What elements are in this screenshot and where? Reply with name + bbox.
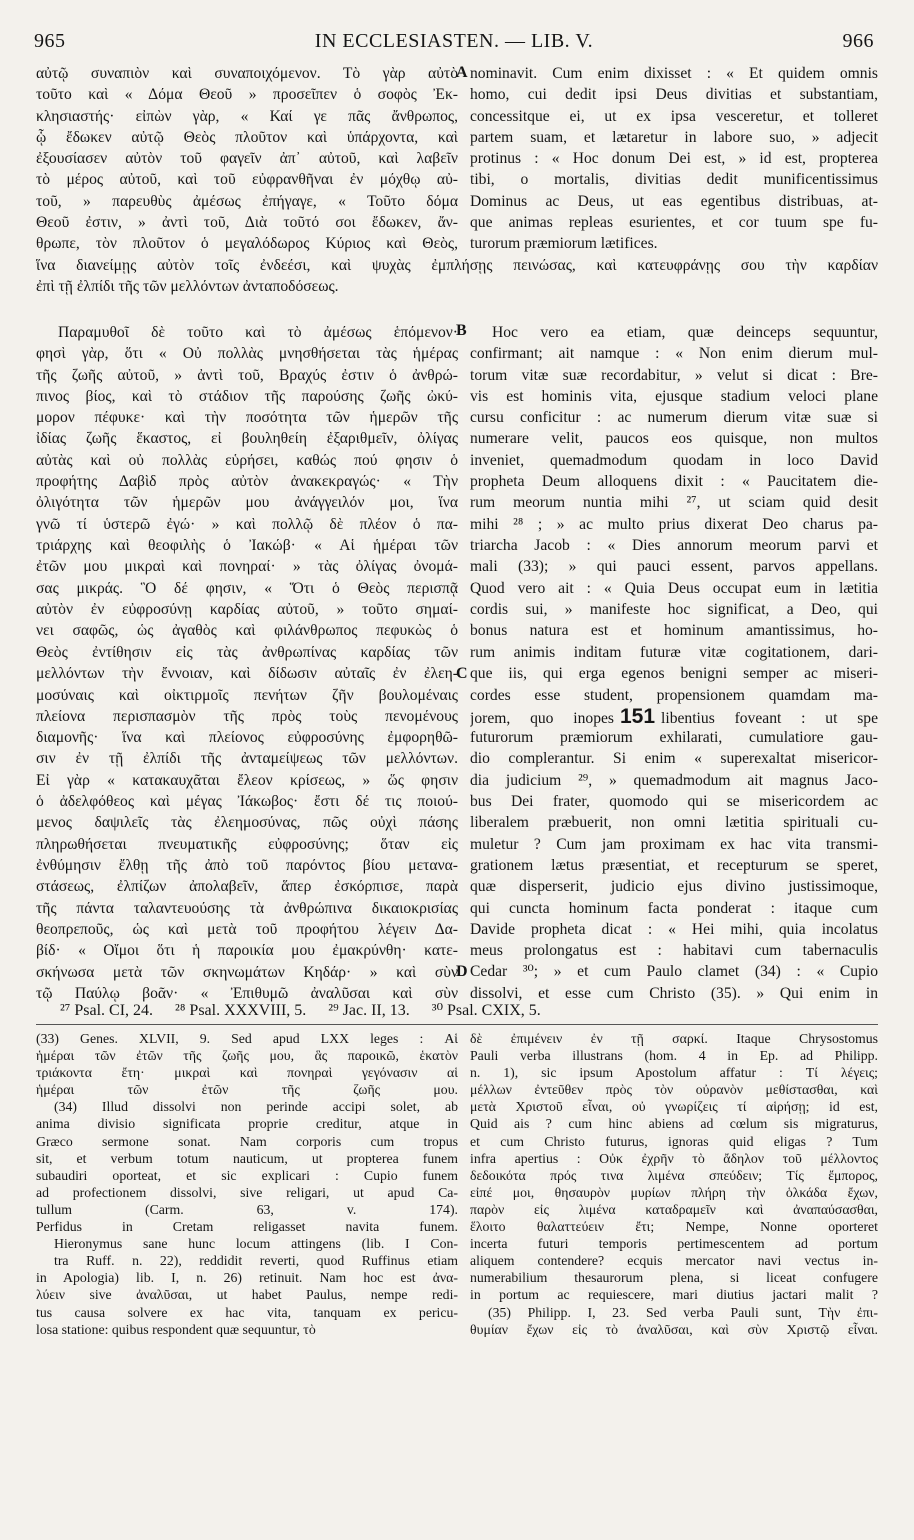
text-line: θρωπε, τὸν πλοῦτον ὁ μεγαλόδωρος Κύριος καὶ Θεὸς,	[36, 235, 458, 253]
greek-column-a	[36, 63, 458, 255]
text-line: γνῶ τί ὑστερῶ ἐγώ· » καὶ πολλῷ δὲ πλέον ὁ πα-	[36, 515, 458, 533]
text-line: τῆς ζωῆς αὐτοῦ, » ἀντὶ τοῦ, Βραχύς ἐστιν ὁ ἀνθρώ-	[36, 366, 458, 384]
text-line: propheta Deum alloquens dixit : « Paucitatem die-	[470, 473, 878, 491]
page-header	[34, 30, 874, 58]
scripture-reference: ³⁰ Psal. CXIX, 5.	[431, 1002, 541, 1019]
text-line: vis est hominis vita, ejusque stadium veloci plane	[470, 387, 878, 405]
text-line: incerta futuri temporis pertimescentem ad portum	[470, 1236, 878, 1252]
page-number-left: 965	[34, 30, 66, 52]
text-line: ἐξουσίασεν αὐτὸν τοῦ φαγεῖν ἀπ᾿ αὐτοῦ, καὶ λαβεῖν	[36, 150, 458, 168]
text-line: Θεοῦ ἐστιν, » ἀντὶ τοῦ, Διὰ τοῦτό σοι ἔδωκεν, ἄν-	[36, 214, 458, 232]
text-line: σκήνωσα μετὰ τῶν σκηνωμάτων Κηδάρ· » καὶ σὺν	[36, 964, 458, 981]
text-line: τοῦτο καὶ « Δόμα Θεοῦ » προσεῖπεν ὁ σοφὸς Ἐκ-	[36, 86, 458, 104]
text-line: αὐτὸν ἐν εὐφροσύνῃ καρδίας αὐτοῦ, » τοῦτο σημαί-	[36, 600, 458, 618]
text-line: Hieronymus sane hunc locum attingens (lib. I Con-	[54, 1236, 458, 1252]
text-line: στάσεως, ἐλπίζων ἀπολαβεῖν, ἅπερ ἐσκόρπισε, παρὰ	[36, 878, 458, 896]
text-line: τῆς πάντα ταλαντευούσης τὰ ἀνθρώπινα δικαιοκρισίας	[36, 899, 458, 917]
text-line: tibi, o mortalis, divitias dedit munificentissimus	[470, 171, 878, 189]
latin-column-b	[470, 322, 878, 641]
text-line: ᾧ ἔδωκεν αὐτῷ Θεὸς πλοῦτον καὶ ὑπάρχοντα, καὶ	[36, 128, 458, 146]
text-line: bonus natura est et hominum amantissimus, ho-	[470, 622, 878, 640]
scripture-reference: ²⁹ Jac. II, 13.	[328, 1002, 410, 1019]
text-line: ἐτῶν μου μικραὶ καὶ πονηραί· » τὰς ὀλίγας ὀνομά-	[36, 558, 458, 576]
text-line: quæ disperserit, judicio ejus divino justissimoque,	[470, 878, 878, 896]
greek-column-b	[36, 322, 458, 641]
column-number: 151	[620, 705, 656, 728]
text-line: dissolvi, et esse cum Christo (35). » Qui enim in	[470, 984, 878, 1002]
text-line: τῷ Παύλῳ βοᾶν· « Ἐπιθυμῶ ἀναλῦσαι καὶ σὺν	[36, 985, 458, 1003]
text-line: λύειν sive ἀναλῦσαι, ut habet Paulus, nempe redi-	[36, 1287, 458, 1303]
text-line: rum meorum nuntia mihi ²⁷, ut sciam quid desit	[470, 494, 878, 512]
text-line: μοσύναις καὶ οἰκτιρμοῖς πενήτων ζῆν βουλομέναις	[36, 686, 458, 704]
text-line: βίδ· « Οἴμοι ὅτι ἡ παροικία μου ἐμακρύνθη· κατε-	[36, 942, 458, 960]
text-line: κλησιαστής· εἰπὼν γὰρ, « Καί γε πᾶς ἄνθρωπος,	[36, 107, 458, 125]
text-line: πλείονα περισπασμὸν τῆς πρὸς τοὺς πενομένους	[36, 707, 458, 725]
text-line: σας μικράς. Ὃ δέ φησιν, « Ὅτι ὁ Θεὸς περισπᾷ	[36, 579, 458, 597]
text-line: Quod vero ait : « Quia Deus occupat eum in lætitia	[470, 579, 878, 597]
text-line: αὐτῷ συναπιὸν καὶ συναποιχόμενον. Τὸ γὰρ αὐτὸ	[36, 65, 458, 82]
text-line: in portum ac requiescere, mari diutius jactari malit ?	[470, 1287, 878, 1303]
text-line: anima divisio significata proprie creditur, atque in	[36, 1116, 458, 1132]
text-line: ἐνθύμησιν ἔλθῃ τῆς ἀπὸ τοῦ παρόντος βίου μετανα-	[36, 856, 458, 874]
text-line: liberalem præbuerit, non omni lætitia spirituali cu-	[470, 814, 878, 832]
text-line: rum animis inditam futuræ vitæ cogitationem, dari-	[470, 644, 878, 661]
text-line: inveniet, quemadmodum quodam in loco David	[470, 451, 878, 469]
section-marker-b: B	[456, 322, 467, 339]
text-line: cursu conficitur : ac numerum dierum vitæ suæ si	[470, 409, 878, 427]
notes-column-right	[470, 1030, 878, 1338]
latin-column-a	[470, 63, 878, 255]
greek-column-c	[36, 642, 458, 961]
text-line: partem suam, et lætaretur in labore suo, » adjecit	[470, 128, 878, 146]
text-line: dio complerantur. Si enim « superexaltat misericor-	[470, 750, 878, 768]
text-line: n. 1), sic ipsum Apostolum affatur : Τί λέγεις;	[470, 1065, 878, 1081]
text-line: δεδοικότα πρός τινα λιμένα σπεύδειν; Τίς ἔμπορος,	[470, 1167, 878, 1183]
page-number-right: 966	[842, 30, 874, 52]
text-line: triarcha Jacob : « Dies annorum meorum parvi et	[470, 536, 878, 554]
text-line: ad profectionem dissolvi, sive religari, ut apud Ca-	[36, 1184, 458, 1200]
text-line: bus Dei frater, quomodo qui se misericordem ac	[470, 793, 878, 811]
text-line: ὀλιγότητα τῶν ἡμερῶν μου ἀνάγγειλόν μοι, ἵνα	[36, 494, 458, 512]
text-line: πινος βίος, καὶ τὸ στάδιον τῆς παρούσης ζωῆς ὠκύ-	[36, 387, 458, 405]
text-line: futurorum præmiorum exhilarati, cumulatiore gau-	[470, 729, 878, 747]
text-line: Davide propheta dicat : « Hei mihi, quia incolatus	[470, 920, 878, 938]
text-line: turorum præmiorum lætifices.	[470, 235, 658, 253]
text-line: ἕλοιτο θαλαττεύειν ἔτι; Nempe, Nonne oporteret	[470, 1219, 878, 1235]
greek-full-width-continuation	[36, 255, 878, 298]
text-line: in Apologia) lib. I, n. 26) retinuit. Nam hoc est ἀνα-	[36, 1270, 458, 1286]
text-line: φησὶ γὰρ, ὅτι « Οὐ πολλὰς μνησθήσεται τὰς ἡμέρας	[36, 345, 458, 363]
text-line: ἰδίας ζωῆς ἕκαστος, εἰ βουληθείη ἐξαριθμεῖν, ὀλίγας	[36, 430, 458, 448]
text-line: cordes esse student, propensionem quamdam ma-	[470, 686, 878, 704]
text-line: tullum (Carm. 63, v. 174).	[36, 1201, 458, 1217]
text-line: ἡμέραι τῶν ἐτῶν τῆς ζωῆς μου.	[36, 1082, 458, 1098]
text-line: que iis, qui erga egenos benigni semper ac miseri-	[470, 665, 878, 683]
text-line: confirmant; ait namque : « Non enim dierum mul-	[470, 345, 878, 363]
text-line: Εἰ γὰρ « κατακαυχᾶται ἔλεον κρίσεως, » ὥς φησιν	[36, 771, 458, 789]
text-line: διαμονῆς· ἵνα καὶ πλείονος εὐφροσύνης ἐμφορηθῶ-	[36, 729, 458, 747]
text-line: sit, et verbum totum nauticum, ut propterea funem	[36, 1150, 458, 1166]
text-line: δὲ ἐπιμένειν ἐν τῇ σαρκί. Itaque Chrysostomus	[470, 1031, 878, 1046]
text-line: μελλόντων τὴν ἔννοιαν, καὶ δίδωσιν αὐταῖς ἐν ἐλεη-	[36, 665, 458, 683]
text-line: ἵνα διανείμῃς αὐτὸν τοῖς ἐνδεέσι, καὶ ψυχὰς ἐμπλήσῃς πεινώσας, καὶ κατευφράνῃς σου τὴν καρδίαν	[36, 257, 878, 274]
text-line: muletur ? Cum jam proximam ex hac vita transmi-	[470, 835, 878, 853]
text-line	[470, 706, 878, 727]
text-line: dia judicium ²⁹, » quemadmodum ait magnus Jaco-	[470, 771, 878, 789]
text-line: τριάρχης καὶ θεοφιλὴς ὁ Ἰακώβ· « Αἱ ἡμέραι τῶν	[36, 536, 458, 554]
text-line: θεοπρεποῦς, ὡς καὶ μετὰ τοῦ προφήτου λέγειν Δα-	[36, 920, 458, 938]
text-line: αὐτὰς καὶ οὐ πολλὰς εὑρήσει, καθώς πού φησιν ὁ	[36, 451, 458, 469]
text-line: (35) Philipp. I, 23. Sed verba Pauli sunt, Τὴν ἐπι-	[488, 1304, 878, 1320]
section-marker-c: C	[456, 665, 468, 682]
text-line: Perfidus in Cretam religasset navita funem.	[36, 1219, 458, 1235]
notes-divider	[36, 1024, 878, 1025]
scripture-reference: ²⁸ Psal. XXXVIII, 5.	[175, 1002, 307, 1019]
text-line: ἐπὶ τῇ ἐλπίδι τῆς τῶν μελλόντων ἀνταποδόσεως.	[36, 278, 339, 296]
text-line: concessitque ei, ut ex ipsa vesceretur, et tolleret	[470, 107, 878, 125]
text-line: εἰπέ μοι, θησαυρὸν μυρίων πλήρη τὴν ὁλκάδα ἔχων,	[470, 1184, 878, 1200]
greek-column-d	[36, 962, 458, 1005]
text-line: θυμίαν ἔχων εἰς τὸ ἀναλῦσαι, καὶ σὺν Χριστῷ εἶναι.	[470, 1321, 878, 1337]
text-line: τοῦ, » παρευθὺς ἀμέσως ἐπήγαγε, « Τοῦτο δόμα	[36, 192, 458, 210]
scripture-footnotes	[60, 1000, 880, 1020]
text-line: Pauli verba illustrans (hom. 4 in Ep. ad Philipp.	[470, 1048, 878, 1064]
text-line: infra apertius : Οὐκ ἐχρῆν τὸ ἄδηλον τοῦ μέλλοντος	[470, 1150, 878, 1166]
text-line: προφήτης Δαβὶδ πρὸς αὐτὸν ἀνακεκραγώς· « Τὴν	[36, 473, 458, 491]
text-line: (34) Illud dissolvi non perinde accipi solet, ab	[54, 1099, 458, 1115]
text-line: Quid ais ? cum hinc abiens ad cœlum sis migraturus,	[470, 1116, 878, 1132]
text-fragment: jorem, quo inopes	[470, 709, 614, 727]
text-line: σιν ἐν τῇ ἐλπίδι τῆς ἀνταμείψεως τῶν μελλόντων.	[36, 750, 458, 768]
text-line: τριάκοντα ἔτη· μικραὶ καὶ πονηραὶ γεγόνασιν αἱ	[36, 1065, 458, 1081]
text-line: mihi ²⁸ ; » ac multo prius dixerat Deo charus pa-	[470, 515, 878, 533]
text-line: numerabilium thesaurorum plena, si liceat confugere	[470, 1270, 878, 1286]
text-line: Græco sermone sonat. Nam corporis cum tropus	[36, 1133, 458, 1149]
latin-column-d	[470, 940, 878, 1004]
text-line: que animas repleas esurientes, et cor tuum spe fu-	[470, 214, 878, 232]
text-line: Dominus ac Deus, ut eas egentibus distribuas, at-	[470, 192, 878, 210]
text-line: qui cuncta hominum facta ponderat : itaque cum	[470, 899, 878, 917]
text-line: μενος δαψιλεῖς τὰς ἐλεημοσύνας, πῶς οὐχὶ πάσης	[36, 814, 458, 832]
text-line: Cedar ³⁰; » et cum Paulo clamet (34) : « Cupio	[470, 963, 878, 981]
text-line: homo, cui dedit ipsi Deus divitias et substantiam,	[470, 86, 878, 104]
text-line: et cum Christo futurus, ignoras quid eligas ? Tum	[470, 1133, 878, 1149]
text-line: grationem lætus præsentiat, et recepturum se speret,	[470, 856, 878, 874]
text-line: πληρωθήσεται πνευματικῆς εὐφροσύνης; ὅταν εἰς	[36, 835, 458, 853]
text-line: aliquem contendere? ecquis mercator navi vectus in-	[470, 1253, 878, 1269]
text-line: torum vitæ suæ recordabitur, » velut si dicat : Bre-	[470, 366, 878, 384]
text-line: μετὰ Χριστοῦ εἶναι, οὐ γνωρίζεις τί αἱρήσῃ; id est,	[470, 1099, 878, 1115]
text-line: losa statione: quibus respondent quæ sequuntur, τὸ	[36, 1321, 316, 1337]
latin-column-c	[470, 642, 878, 940]
notes-column-left	[36, 1030, 458, 1338]
text-line: τὸ μέρος αὐτοῦ, καὶ τοῦ εὐφρανθῆναι ἐν μόχθῳ αὐ-	[36, 171, 458, 189]
text-line: μέλλων ἐντεῦθεν πρὸς τὸν οὐρανὸν μεθίστασθαι, καὶ	[470, 1082, 878, 1098]
text-line: mali (33); » qui pauci essent, parvos appellans.	[470, 558, 878, 576]
text-line: protinus : « Hoc donum Dei est, » id est, propterea	[470, 150, 878, 168]
text-line: numerare velit, paucos eos quisque, non multos	[470, 430, 878, 448]
text-line: meus prolongatus est : habitavi cum tabernaculis	[470, 942, 878, 959]
text-line: παρὸν εἰς λιμένα καταδραμεῖν καὶ ἀναπαύσασθαι,	[470, 1201, 878, 1217]
text-line: μορον πέφυκε· καὶ τὴν ποσότητα τῶν ἡμερῶν τῆς	[36, 409, 458, 427]
text-line: tus causa solvere ex hac vita, tanquam ex pericu-	[36, 1304, 458, 1320]
text-line: subaudiri oporteat, et sic explicari : Cupio funem	[36, 1167, 458, 1183]
text-line: Hoc vero ea etiam, quæ deinceps sequuntur,	[492, 324, 878, 341]
section-marker-d: D	[456, 963, 468, 980]
section-marker-a: A	[456, 64, 468, 81]
text-line: Θεὸς ἐντίθησιν εἰς τὰς ἀνθρωπίνας καρδίας τῶν	[36, 644, 458, 661]
text-line: νει σαφῶς, ὡς ἀγαθὸς καὶ φιλάνθρωπος πεφυκὼς ὁ	[36, 622, 458, 640]
text-line: Παραμυθοῖ δὲ τοῦτο καὶ τὸ ἀμέσως ἑπόμενον·	[58, 324, 458, 341]
running-title: IN ECCLESIASTEN. — LIB. V.	[314, 30, 594, 52]
text-line: tra Ruff. n. 22), reddidit reverti, quod Ruffinus etiam	[54, 1253, 458, 1269]
text-line: ἡμέραι τῶν ἐτῶν τῆς ζωῆς μου, ἃς παροικῶ, ἑκατὸν	[36, 1048, 458, 1064]
text-fragment: libentius foveant : ut spe	[661, 709, 878, 727]
text-line: cordis sui, » manifeste hoc significat, a Deo, qui	[470, 600, 878, 618]
text-line: (33) Genes. XLVII, 9. Sed apud LXX leges : Αἱ	[36, 1031, 458, 1046]
text-line: ὁ ἀδελφόθεος καὶ μέγας Ἰάκωβος· ἔστι δέ τις ποιού-	[36, 793, 458, 811]
text-line: nominavit. Cum enim dixisset : « Et quidem omnis	[470, 65, 878, 82]
scripture-reference: ²⁷ Psal. CI, 24.	[60, 1002, 154, 1019]
